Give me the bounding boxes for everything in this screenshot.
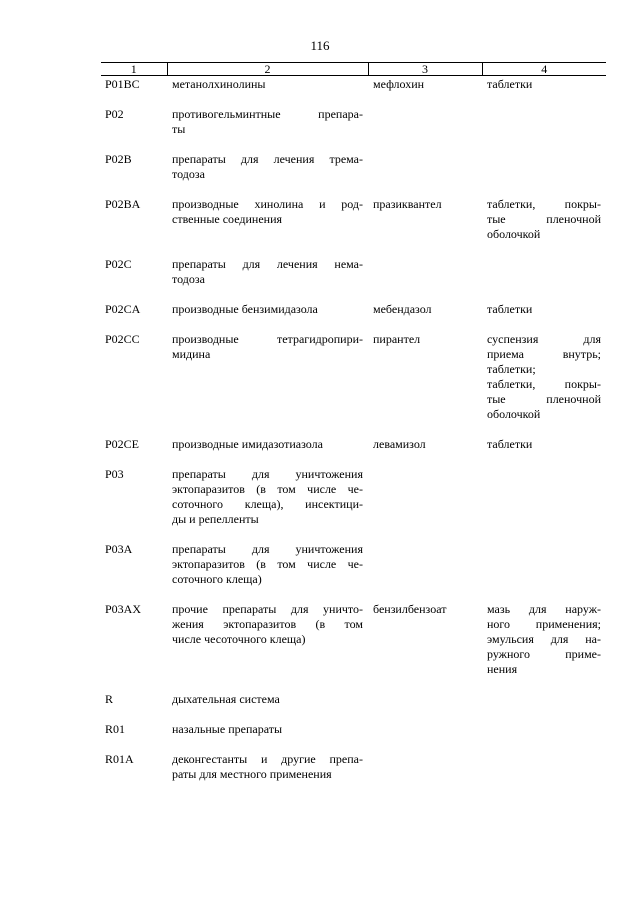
drug-name-line: бензилбензоат (373, 602, 447, 616)
table-body (101, 76, 606, 797)
page-number: 116 (310, 38, 330, 53)
atc-code-cell: R (105, 692, 114, 706)
drug-name-cell (368, 691, 482, 721)
atc-code-cell: P02B (105, 152, 132, 166)
atc-code-cell: R01A (105, 752, 134, 766)
atc-code-cell: P02CC (105, 332, 140, 346)
dosage-form-line: нения (487, 662, 518, 676)
table-row (101, 106, 606, 151)
group-name-line: производные тетрагидропири- (172, 332, 363, 346)
dosage-form-cell (482, 541, 606, 601)
dosage-form-line: эмульсия для на- (487, 632, 601, 646)
group-name-cell (167, 331, 368, 436)
group-name-line: числе чесоточного клеща) (172, 632, 306, 646)
table-row (101, 721, 606, 751)
dosage-form-line: таблетки; (487, 362, 536, 376)
atc-code-cell: P02C (105, 257, 132, 271)
drug-name-cell (368, 106, 482, 151)
drug-name-cell (368, 466, 482, 541)
drug-name-line: пирантел (373, 332, 421, 346)
table-header-row (101, 63, 606, 76)
dosage-form-line: оболочкой (487, 227, 541, 241)
drug-name-cell (368, 721, 482, 751)
drug-name-line: мефлохин (373, 77, 425, 91)
atc-code-cell: P03AX (105, 602, 142, 616)
table-row (101, 751, 606, 796)
group-name-cell (167, 601, 368, 691)
dosage-form-cell (482, 256, 606, 301)
dosage-form-cell (482, 751, 606, 796)
table-row (101, 256, 606, 301)
group-name-line: противогельминтные препара- (172, 107, 363, 121)
group-name-line: деконгестанты и другие препа- (172, 752, 363, 766)
group-name-cell (167, 301, 368, 331)
group-name-line: производные бензимидазола (172, 302, 318, 316)
dosage-form-cell (482, 76, 606, 107)
dosage-form-cell (482, 466, 606, 541)
dosage-form-cell (482, 721, 606, 751)
drug-name-cell (368, 541, 482, 601)
group-name-cell (167, 436, 368, 466)
table-row (101, 151, 606, 196)
drug-name-line: празиквантел (373, 197, 442, 211)
group-name-line: препараты для лечения трема- (172, 152, 363, 166)
group-name-cell (167, 721, 368, 751)
group-name-cell (167, 196, 368, 256)
table-row (101, 331, 606, 436)
group-name-line: мидина (172, 347, 211, 361)
drug-name-cell (368, 601, 482, 691)
group-name-line: производные хинолина и род- (172, 197, 363, 211)
dosage-form-cell (482, 301, 606, 331)
drug-name-line: левамизол (373, 437, 426, 451)
drug-name-cell (368, 76, 482, 107)
group-name-line: препараты для лечения нема- (172, 257, 363, 271)
dosage-form-cell (482, 196, 606, 256)
group-name-line: эктопаразитов (в том числе че- (172, 557, 363, 571)
group-name-cell (167, 751, 368, 796)
dosage-form-line: тые пленочной (487, 212, 601, 226)
group-name-line: раты для местного применения (172, 767, 332, 781)
dosage-form-cell (482, 691, 606, 721)
drug-name-cell (368, 331, 482, 436)
group-name-line: назальные препараты (172, 722, 283, 736)
column-header-1: 1 (101, 63, 167, 76)
group-name-line: тодоза (172, 272, 205, 286)
group-name-line: тодоза (172, 167, 205, 181)
table-row (101, 301, 606, 331)
group-name-line: препараты для уничтожения (172, 467, 363, 481)
drug-name-cell (368, 436, 482, 466)
column-header-2: 2 (167, 63, 368, 76)
atc-code-cell: P02CE (105, 437, 140, 451)
drug-name-cell (368, 196, 482, 256)
dosage-form-cell (482, 436, 606, 466)
group-name-line: ды и репелленты (172, 512, 259, 526)
drug-classification-table (101, 62, 606, 796)
dosage-form-line: таблетки (487, 437, 533, 451)
group-name-cell (167, 691, 368, 721)
table-row (101, 466, 606, 541)
dosage-form-line: ного применения; (487, 617, 601, 631)
column-header-3: 3 (368, 63, 482, 76)
atc-code-cell: P02CA (105, 302, 141, 316)
dosage-form-line: приема внутрь; (487, 347, 601, 361)
drug-name-cell (368, 301, 482, 331)
group-name-line: соточного клеща), инсектици- (172, 497, 363, 511)
atc-code-cell: R01 (105, 722, 126, 736)
group-name-line: метанолхинолины (172, 77, 266, 91)
table-row (101, 196, 606, 256)
column-header-4: 4 (482, 63, 606, 76)
group-name-cell (167, 151, 368, 196)
group-name-line: эктопаразитов (в том числе че- (172, 482, 363, 496)
table-row (101, 691, 606, 721)
group-name-line: производные имидазотиазола (172, 437, 323, 451)
dosage-form-line: суспензия для (487, 332, 601, 346)
table-row (101, 436, 606, 466)
group-name-line: препараты для уничтожения (172, 542, 363, 556)
dosage-form-cell (482, 151, 606, 196)
group-name-cell (167, 466, 368, 541)
table-row (101, 541, 606, 601)
dosage-form-cell (482, 331, 606, 436)
group-name-line: прочие препараты для уничто- (172, 602, 363, 616)
dosage-form-cell (482, 601, 606, 691)
dosage-form-line: таблетки (487, 302, 533, 316)
drug-name-cell (368, 256, 482, 301)
group-name-cell (167, 106, 368, 151)
group-name-line: дыхательная система (172, 692, 280, 706)
atc-code-cell: P03 (105, 467, 124, 481)
dosage-form-line: ружного приме- (487, 647, 601, 661)
dosage-form-cell (482, 106, 606, 151)
dosage-form-line: оболочкой (487, 407, 541, 421)
atc-code-cell: P03A (105, 542, 133, 556)
atc-code-cell: P02BA (105, 197, 141, 211)
atc-code-cell: P01BC (105, 77, 140, 91)
group-name-line: соточного клеща) (172, 572, 262, 586)
dosage-form-line: мазь для наруж- (487, 602, 601, 616)
drug-name-cell (368, 151, 482, 196)
group-name-cell (167, 541, 368, 601)
table-row (101, 601, 606, 691)
dosage-form-line: тые пленочной (487, 392, 601, 406)
drug-name-cell (368, 751, 482, 796)
group-name-line: ты (172, 122, 186, 136)
table-row (101, 76, 606, 107)
group-name-line: ственные соединения (172, 212, 283, 226)
group-name-cell (167, 256, 368, 301)
dosage-form-line: таблетки, покры- (487, 197, 601, 211)
atc-code-cell: P02 (105, 107, 124, 121)
drug-name-line: мебендазол (373, 302, 432, 316)
dosage-form-line: таблетки, покры- (487, 377, 601, 391)
group-name-cell (167, 76, 368, 107)
dosage-form-line: таблетки (487, 77, 533, 91)
group-name-line: жения эктопаразитов (в том (172, 617, 363, 631)
